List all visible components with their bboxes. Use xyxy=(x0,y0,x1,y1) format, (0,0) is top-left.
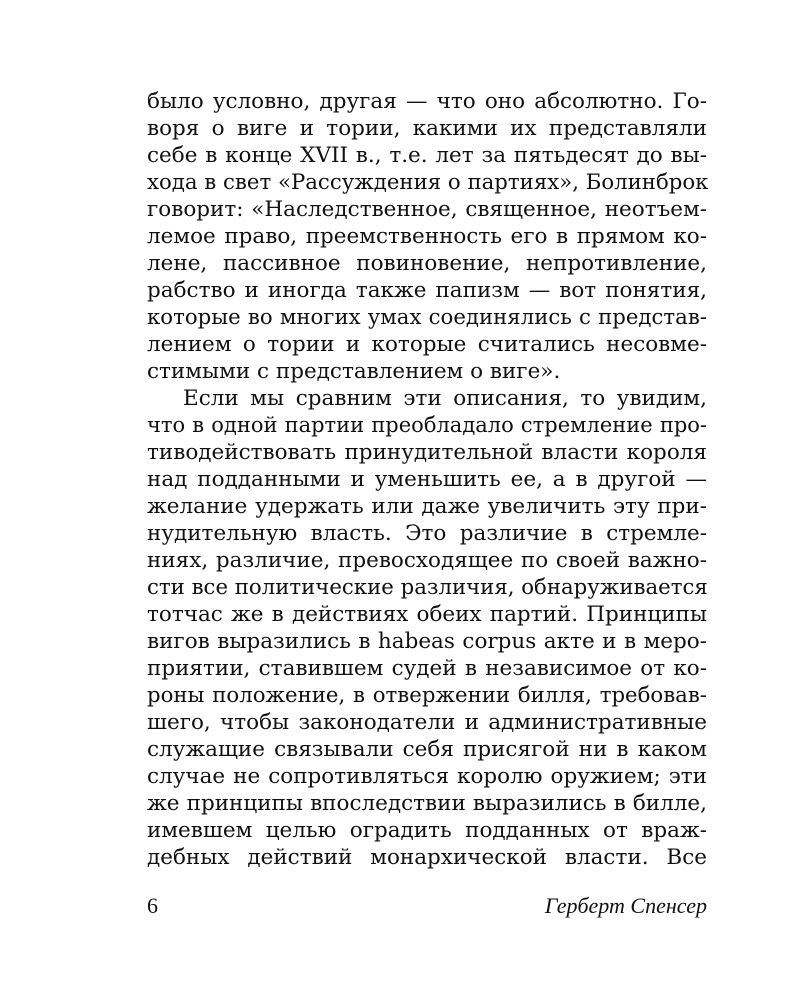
text-line: над подданными и уменьшить ее, а в другой — xyxy=(147,467,707,492)
text-line: тотчас же в действиях обеих партий. Принципы xyxy=(147,602,707,627)
text-line: стимыми с представлением о виге». xyxy=(147,359,561,384)
text-line: имевшем целью оградить подданных от враж- xyxy=(147,818,707,843)
text-line: вигов выразились в habeas corpus акте и в меро- xyxy=(147,629,707,654)
text-line: лене, пассивное повиновение, непротивление, xyxy=(147,251,707,276)
text-line: шего, чтобы законодатели и административные xyxy=(147,710,707,735)
text-line: желание удержать или даже увеличить эту при- xyxy=(147,494,707,519)
text-line: хода в свет «Рассуждения о партиях», Болинброк xyxy=(147,170,709,195)
body-text xyxy=(147,88,707,871)
text-line: лением о тории и которые считались несовме- xyxy=(147,332,707,357)
text-line: воря о виге и тории, какими их представляли xyxy=(147,116,707,141)
page-number: 6 xyxy=(147,893,158,918)
text-line: лемое право, преемственность его в прямом ко- xyxy=(147,224,707,249)
text-line: себе в конце XVII в., т.е. лет за пятьдесят до вы- xyxy=(147,143,707,168)
text-line: приятии, ставившем судей в независимое от ко- xyxy=(147,656,707,681)
text-line: служащие связывали себя присягой ни в каком xyxy=(147,737,707,762)
text-line: нудительную власть. Это различие в стремле- xyxy=(147,521,707,546)
text-line: Если мы сравним эти описания, то увидим, xyxy=(183,386,707,411)
running-footer-author: Герберт Спенсер xyxy=(544,893,707,918)
text-line: рабство и иногда также папизм — вот понятия, xyxy=(147,278,707,303)
text-line: тиводействовать принудительной власти короля xyxy=(147,440,707,465)
text-line: говорит: «Наследственное, священное, неотъем- xyxy=(147,197,707,222)
text-line: же принципы впоследствии выразились в билле, xyxy=(147,791,707,816)
text-line: сти все политические различия, обнаруживается xyxy=(147,575,708,600)
text-line: которые во многих умах соединялись с представ- xyxy=(147,305,707,330)
text-line: дебных действий монархической власти. Все xyxy=(147,845,707,870)
text-line: случае не сопротивляться королю оружием; эти xyxy=(147,764,707,789)
text-line: роны положение, в отвержении билля, требовав- xyxy=(147,683,707,708)
text-line: что в одной партии преобладало стремление про- xyxy=(147,413,707,437)
text-line: ниях, различие, превосходящее по своей важно- xyxy=(147,548,707,573)
text-line: было условно, другая — что оно абсолютно. Го- xyxy=(147,89,707,114)
